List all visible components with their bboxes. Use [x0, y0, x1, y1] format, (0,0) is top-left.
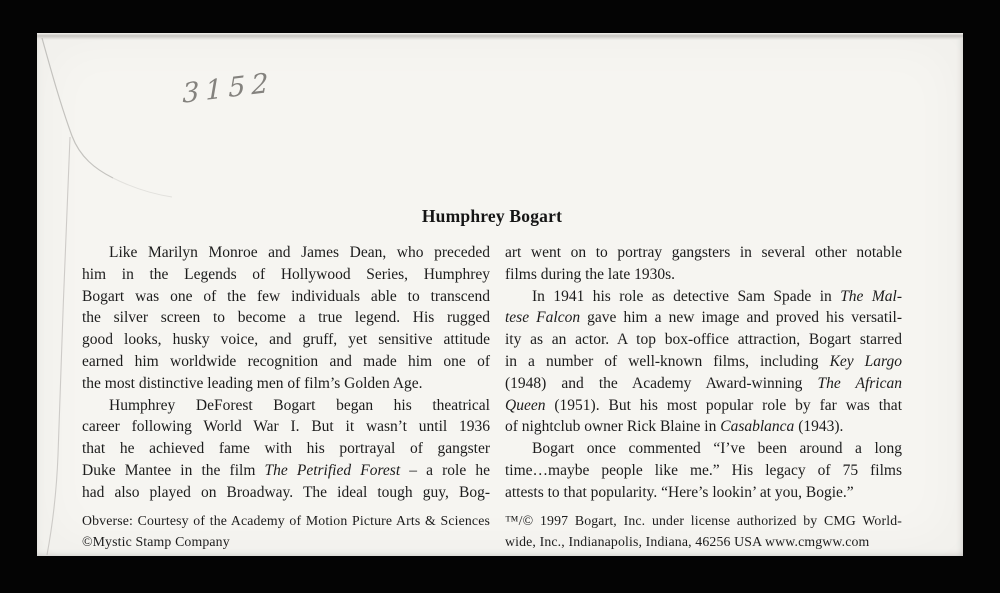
paragraph	[505, 286, 902, 439]
article-title: Humphrey Bogart	[421, 206, 563, 226]
text-line: ©Mystic Stamp Company	[82, 533, 230, 549]
text-line: (1948) and the Academy Award-winning The African	[505, 374, 902, 392]
article-body	[82, 242, 902, 552]
text-line: career following World War I. But it wasn’t until 1936	[82, 418, 490, 436]
credit-line-obverse	[82, 510, 490, 552]
paragraph	[82, 510, 490, 552]
text-line: the most distinctive leading men of film’s Golden Age.	[82, 374, 423, 392]
paragraph	[505, 242, 902, 286]
text-line: in a number of well-known films, including Key Largo	[505, 352, 902, 370]
text-line: good looks, husky voice, and gruff, yet sensitive attitude	[82, 331, 490, 349]
text-line: Queen (1951). But his most popular role by far was that	[505, 396, 902, 414]
paragraph	[505, 438, 902, 503]
text-line: time…maybe people like me.” His legacy of 75 films	[505, 461, 902, 479]
text-line: had also played on Broadway. The ideal tough guy, Bog-	[82, 483, 490, 501]
handwritten-pencil-number: 3152	[182, 67, 275, 110]
text-line: Bogart once commented “I’ve been around a long	[532, 440, 902, 458]
text-line: In 1941 his role as detective Sam Spade in The Mal-	[532, 287, 902, 305]
text-line: of nightclub owner Rick Blaine in Casablanca (1943).	[505, 418, 844, 436]
text-line: tese Falcon gave him a new image and proved his versatil-	[505, 309, 902, 327]
text-line: Duke Mantee in the film The Petrified Forest – a role he	[82, 461, 490, 479]
text-line: the silver screen to become a true legend. His rugged	[82, 309, 490, 327]
text-line: earned him worldwide recognition and made him one of	[82, 352, 490, 370]
text-line: Humphrey DeForest Bogart began his theatrical	[109, 396, 490, 414]
text-line: art went on to portray gangsters in several other notable	[505, 244, 902, 261]
credit-line-license	[505, 510, 902, 552]
text-line: ity as an actor. A top box-office attraction, Bogart starred	[505, 331, 902, 349]
paragraph	[505, 510, 902, 552]
text-line: that he achieved fame with his portrayal of gangster	[82, 440, 490, 458]
text-line: films during the late 1930s.	[505, 265, 676, 283]
text-line: Like Marilyn Monroe and James Dean, who preceded	[109, 244, 490, 261]
text-line: Obverse: Courtesy of the Academy of Motion Picture Arts & Sciences	[82, 512, 490, 528]
column-left-paragraphs	[82, 242, 490, 504]
text-line: ™/© 1997 Bogart, Inc. under license authorized by CMG World-	[505, 512, 902, 528]
paragraph	[82, 395, 490, 504]
text-line: Bogart was one of the few individuals able to transcend	[82, 287, 490, 305]
column-right	[505, 242, 902, 552]
envelope-back-card	[37, 33, 963, 556]
paragraph	[82, 242, 490, 395]
text-line: attests to that popularity. “Here’s lookin’ at you, Bogie.”	[505, 483, 854, 501]
column-right-paragraphs	[505, 242, 902, 504]
text-line: him in the Legends of Hollywood Series, Humphrey	[82, 265, 490, 283]
text-line: wide, Inc., Indianapolis, Indiana, 46256 USA www.cmgww.com	[505, 533, 870, 549]
column-left	[82, 242, 490, 552]
